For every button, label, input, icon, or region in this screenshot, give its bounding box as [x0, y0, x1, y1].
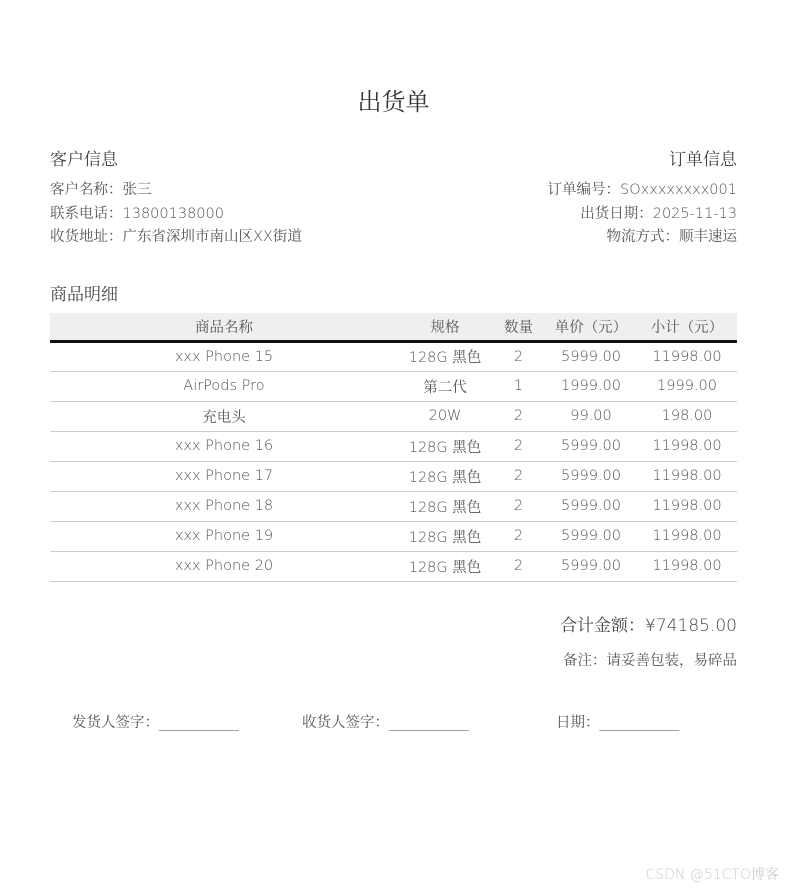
item-spec: 128G 黑色 [398, 431, 492, 461]
item-spec: 第二代 [398, 371, 492, 401]
item-subtotal: 11998.00 [637, 431, 737, 461]
table-row [50, 551, 737, 581]
items-heading: 商品明细 [50, 285, 118, 305]
item-qty: 2 [492, 401, 545, 431]
item-subtotal: 11998.00 [637, 461, 737, 491]
item-name: AirPods Pro [50, 371, 398, 401]
item-unit-price: 5999.00 [545, 431, 637, 461]
item-name: xxx Phone 16 [50, 431, 398, 461]
item-subtotal: 198.00 [637, 401, 737, 431]
item-name: 充电头 [50, 401, 398, 431]
item-name: xxx Phone 19 [50, 521, 398, 551]
items-table [50, 313, 737, 582]
item-unit-price: 5999.00 [545, 521, 637, 551]
item-subtotal: 11998.00 [637, 491, 737, 521]
page-title: 出货单 [357, 88, 430, 116]
item-qty: 2 [492, 341, 545, 371]
item-unit-price: 5999.00 [545, 341, 637, 371]
customer-address: 收货地址：广东省深圳市南山区XX街道 [50, 229, 302, 245]
order-shipping: 物流方式：顺丰速运 [606, 229, 737, 245]
item-spec: 20W [398, 401, 492, 431]
item-subtotal: 11998.00 [637, 551, 737, 581]
col-qty: 数量 [492, 313, 545, 341]
table-row [50, 491, 737, 521]
item-spec: 128G 黑色 [398, 461, 492, 491]
sign-date: 日期：___________ [556, 715, 680, 731]
item-spec: 128G 黑色 [398, 521, 492, 551]
sender-signature: 发货人签字：___________ [72, 715, 239, 731]
item-qty: 2 [492, 551, 545, 581]
table-row [50, 521, 737, 551]
col-unit-price: 单价（元） [545, 313, 637, 341]
table-row [50, 401, 737, 431]
table-row [50, 461, 737, 491]
item-qty: 2 [492, 461, 545, 491]
item-name: xxx Phone 17 [50, 461, 398, 491]
order-date: 出货日期：2025-11-13 [580, 205, 737, 222]
item-unit-price: 5999.00 [545, 551, 637, 581]
table-row [50, 431, 737, 461]
item-unit-price: 99.00 [545, 401, 637, 431]
item-unit-price: 1999.00 [545, 371, 637, 401]
item-unit-price: 5999.00 [545, 491, 637, 521]
item-qty: 1 [492, 371, 545, 401]
item-spec: 128G 黑色 [398, 491, 492, 521]
item-name: xxx Phone 20 [50, 551, 398, 581]
item-name: xxx Phone 15 [50, 341, 398, 371]
col-spec: 规格 [398, 313, 492, 341]
item-spec: 128G 黑色 [398, 551, 492, 581]
item-qty: 2 [492, 521, 545, 551]
note: 备注：请妥善包装，易碎品 [563, 653, 737, 669]
customer-name: 客户名称：张三 [50, 182, 152, 198]
customer-phone: 联系电话：13800138000 [50, 205, 224, 222]
order-heading: 订单信息 [669, 150, 737, 170]
order-number: 订单编号：SOxxxxxxxx001 [547, 182, 737, 198]
table-row [50, 371, 737, 401]
receiver-signature: 收货人签字：___________ [302, 715, 469, 731]
col-subtotal: 小计（元） [637, 313, 737, 341]
col-name: 商品名称 [50, 313, 398, 341]
item-subtotal: 11998.00 [637, 341, 737, 371]
table-header [50, 313, 737, 341]
table-row [50, 341, 737, 371]
watermark: CSDN @51CTO博客 [645, 867, 779, 883]
item-subtotal: 11998.00 [637, 521, 737, 551]
item-name: xxx Phone 18 [50, 491, 398, 521]
item-subtotal: 1999.00 [637, 371, 737, 401]
item-unit-price: 5999.00 [545, 461, 637, 491]
customer-heading: 客户信息 [50, 150, 118, 170]
item-qty: 2 [492, 431, 545, 461]
total-amount: 合计金额：¥74185.00 [560, 616, 737, 636]
item-qty: 2 [492, 491, 545, 521]
item-spec: 128G 黑色 [398, 341, 492, 371]
